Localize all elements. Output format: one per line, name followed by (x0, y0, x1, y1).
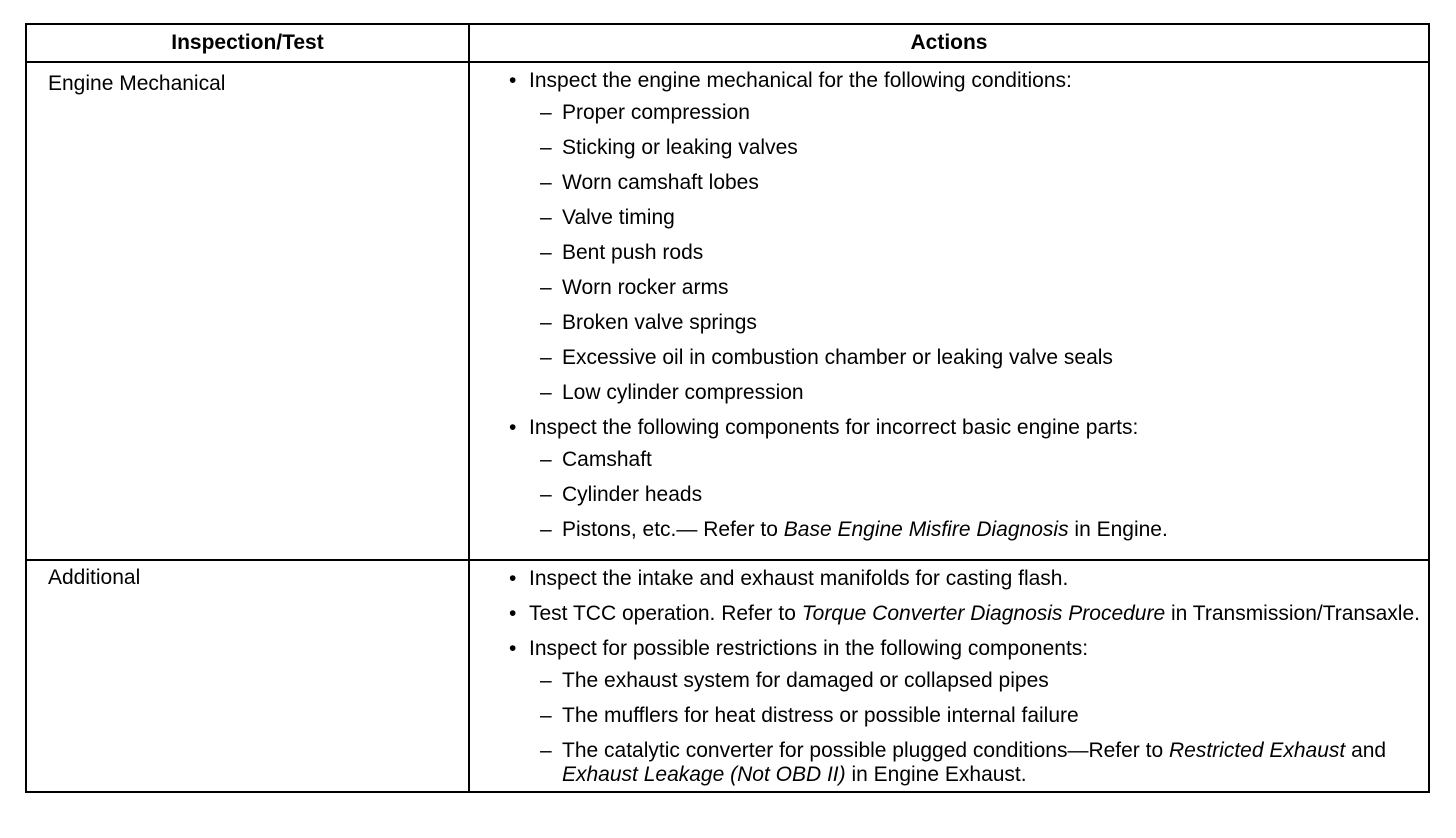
component-item: – Camshaft (540, 448, 1428, 472)
ref-text-post: in Engine. (1068, 518, 1168, 541)
ref-title: Restricted Exhaust (1168, 739, 1346, 762)
action-list (470, 63, 1428, 546)
actions-cell (469, 560, 1429, 792)
component-list (529, 669, 1428, 787)
header-actions: Actions (469, 24, 1429, 62)
component-item: – The exhaust system for damaged or collapsed pipes (540, 669, 1428, 693)
row-label: Additional (48, 566, 141, 589)
inspection-cell (26, 560, 469, 792)
action-item (507, 416, 1428, 542)
component-item: – The mufflers for heat distress or possible internal failure (540, 704, 1428, 728)
action-text-post: in Transmission/Transaxle. (1165, 602, 1420, 625)
action-text: Inspect for possible restrictions in the following components: (529, 637, 1089, 660)
action-text: Inspect the following components for incorrect basic engine parts: (529, 416, 1139, 439)
ref-text-pre: The catalytic converter for possible plugged conditions—Refer to (562, 739, 1169, 762)
component-item: – Cylinder heads (540, 483, 1428, 507)
condition-item: – Excessive oil in combustion chamber or leaking valve seals (540, 346, 1428, 370)
ref-text-post: in Engine Exhaust. (845, 763, 1027, 786)
condition-item: – Bent push rods (540, 241, 1428, 265)
table-row (26, 560, 1429, 792)
action-item (507, 602, 1428, 626)
condition-item: – Worn rocker arms (540, 276, 1428, 300)
action-item (507, 637, 1428, 787)
condition-list (529, 101, 1428, 405)
ref-title: Base Engine Misfire Diagnosis (783, 518, 1069, 541)
action-text: Inspect the intake and exhaust manifolds for casting flash. (529, 567, 1069, 590)
action-text-pre: Test TCC operation. Refer to (529, 602, 802, 625)
condition-item: – Valve timing (540, 206, 1428, 230)
action-list (470, 561, 1428, 791)
condition-item: – Worn camshaft lobes (540, 171, 1428, 195)
ref-title: Exhaust Leakage (Not OBD II) (562, 763, 846, 786)
table-row (26, 62, 1429, 560)
actions-cell (469, 62, 1429, 560)
component-item (540, 739, 1428, 787)
ref-text-mid: and (1345, 739, 1387, 762)
table-header-row (26, 24, 1429, 62)
condition-item: – Sticking or leaking valves (540, 136, 1428, 160)
action-item (507, 567, 1428, 591)
component-list (529, 448, 1428, 542)
action-text: Inspect the engine mechanical for the following conditions: (529, 69, 1072, 92)
condition-item: – Proper compression (540, 101, 1428, 125)
action-item (507, 69, 1428, 405)
condition-item: – Broken valve springs (540, 311, 1428, 335)
inspection-cell (26, 62, 469, 560)
condition-item: – Low cylinder compression (540, 381, 1428, 405)
inspection-table (25, 23, 1430, 793)
row-label: Engine Mechanical (48, 72, 226, 95)
ref-title: Torque Converter Diagnosis Procedure (801, 602, 1166, 625)
component-item (540, 518, 1428, 542)
ref-text-pre: Pistons, etc.— Refer to (562, 518, 784, 541)
header-inspection-test: Inspection/Test (26, 24, 469, 62)
